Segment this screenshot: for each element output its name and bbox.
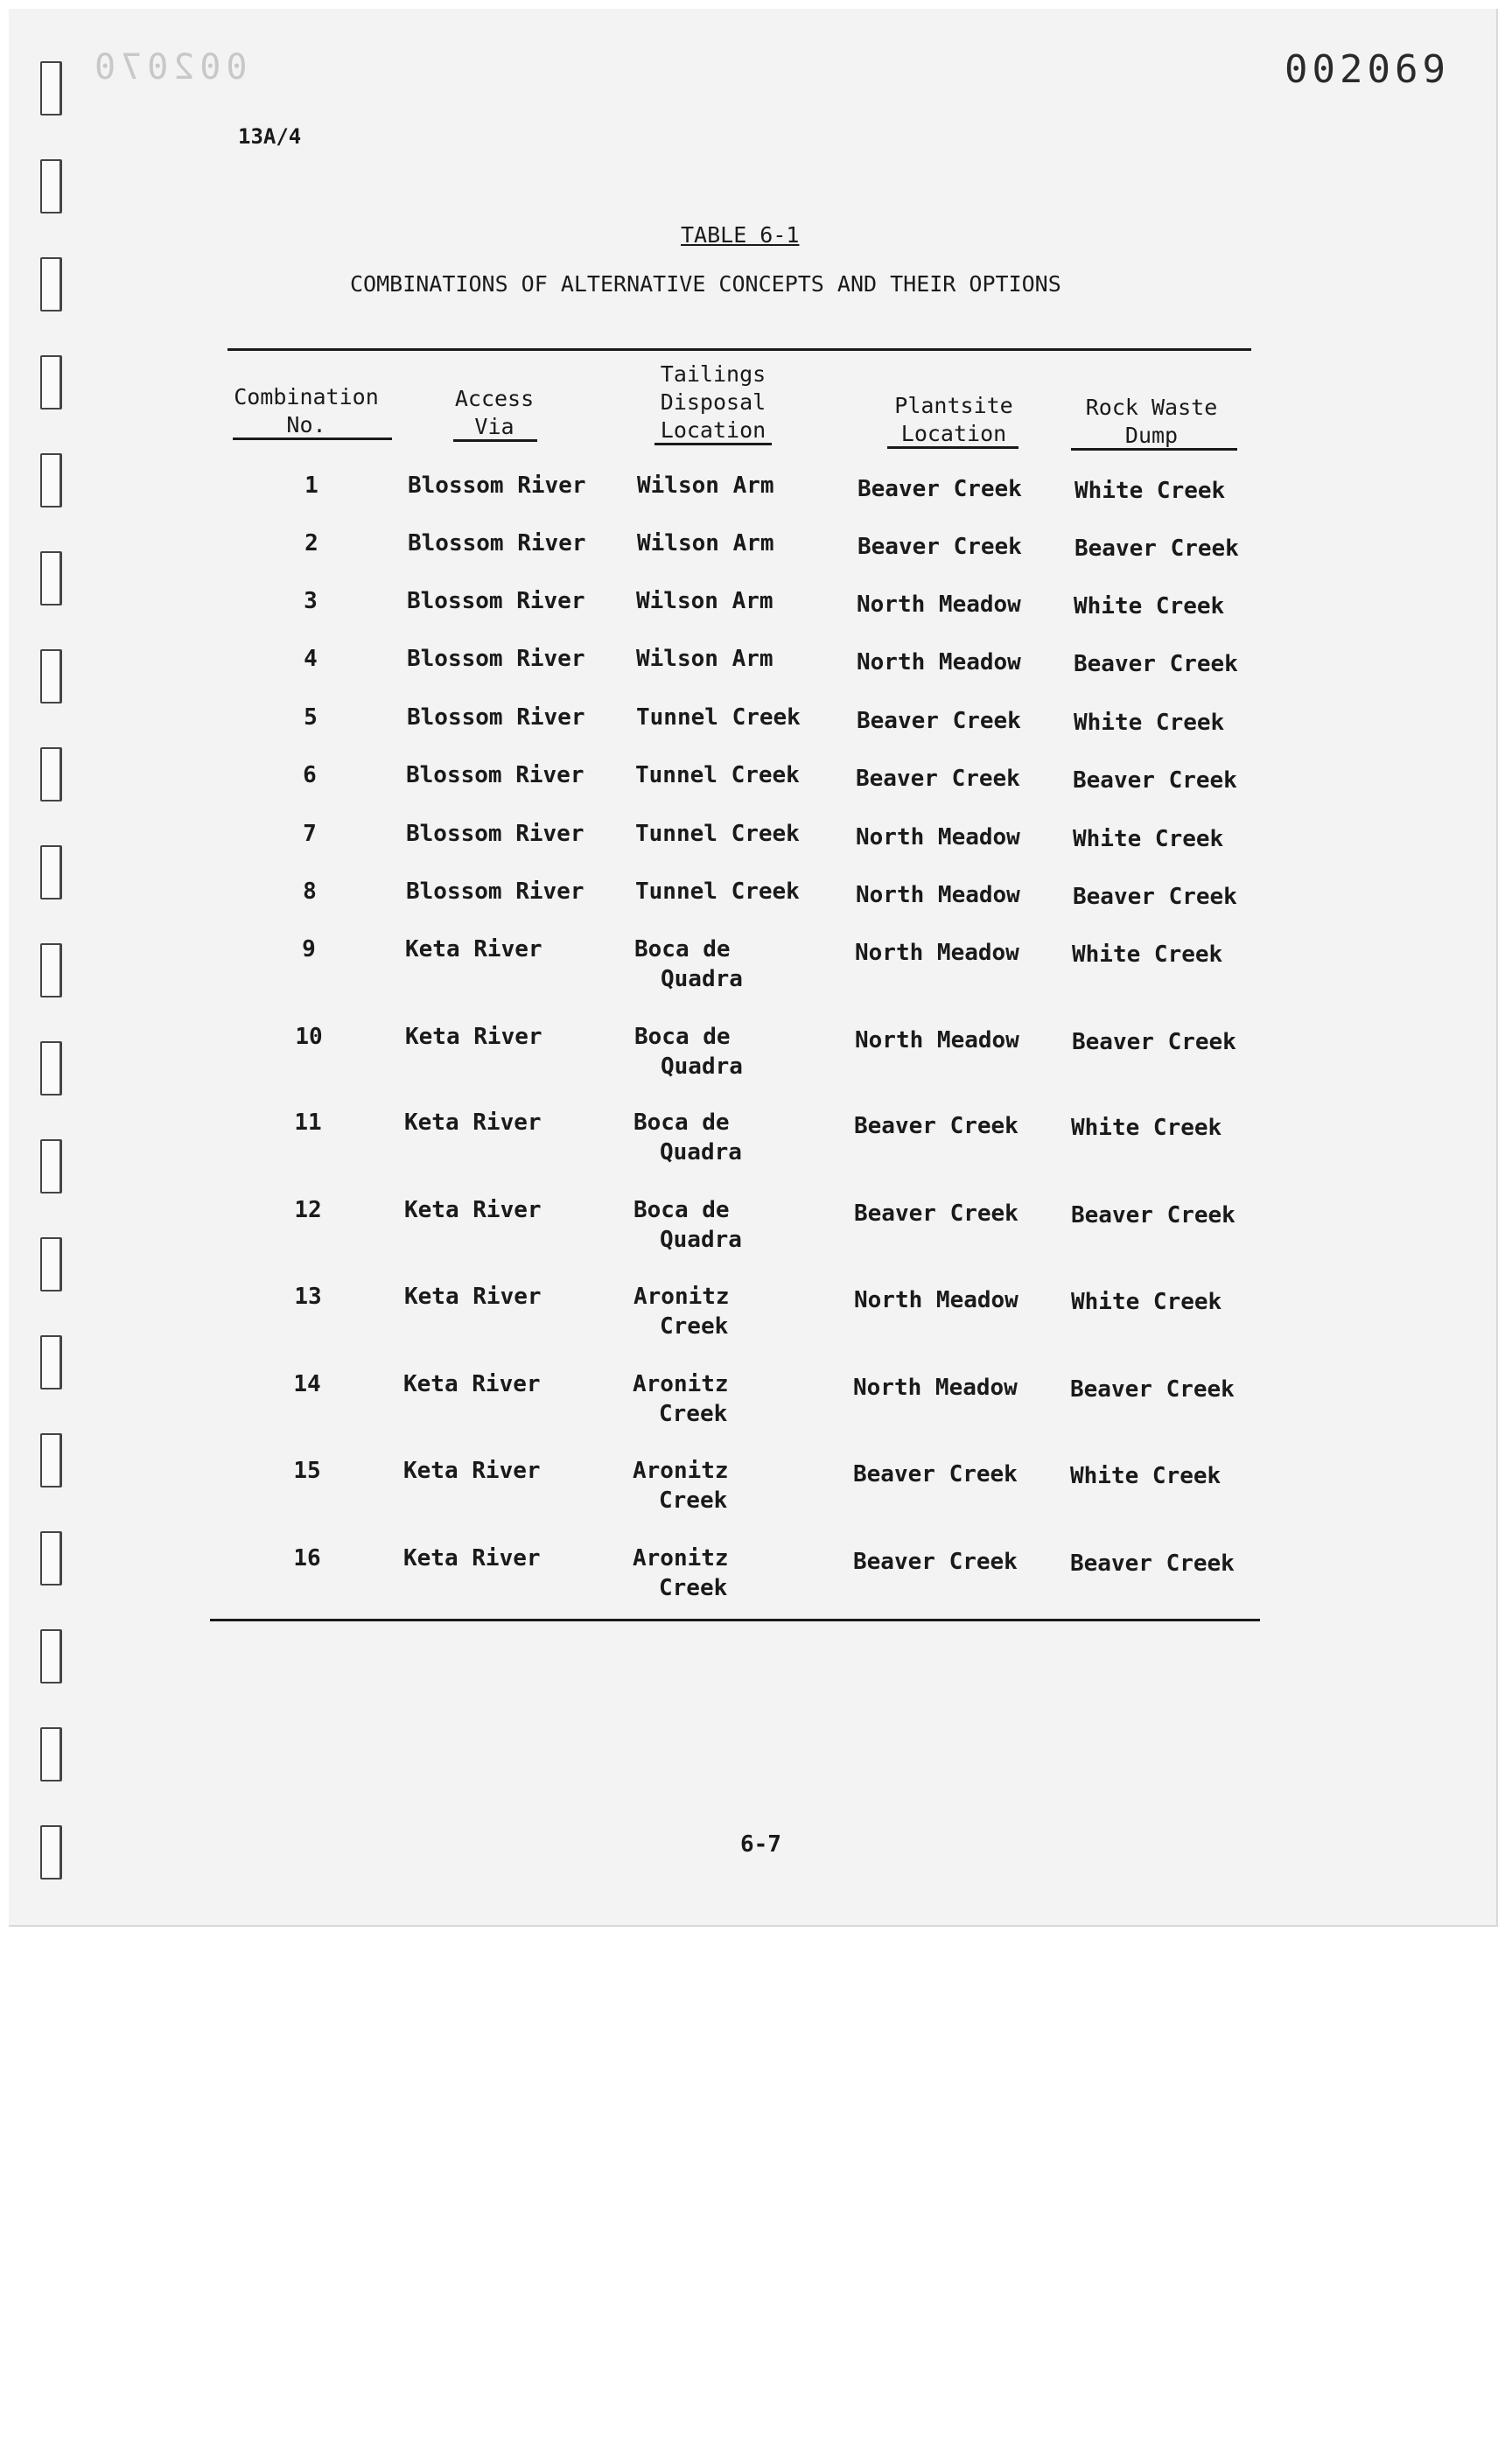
header-access-line1: Access (454, 386, 535, 411)
header-access (429, 385, 560, 441)
cell-no: 4 (304, 646, 318, 672)
cell-tailings (636, 644, 774, 674)
cell-plantsite: Beaver Creek (857, 708, 1021, 734)
header-tailings-line2: Disposal (660, 389, 766, 415)
cell-no: 11 (294, 1110, 322, 1136)
cell-rockwaste: Beaver Creek (1070, 1550, 1235, 1577)
cell-access: Blossom River (407, 704, 585, 731)
cell-rockwaste: White Creek (1072, 942, 1223, 968)
cell-tailings (633, 1456, 729, 1516)
binder-hole (40, 747, 62, 802)
cell-no: 12 (294, 1197, 322, 1223)
binder-hole (40, 1041, 62, 1096)
cell-tailings (634, 934, 743, 994)
tailings-line: Wilson Arm (637, 530, 774, 556)
binder-hole (40, 1531, 62, 1586)
header-plantsite-line2: Location (900, 421, 1007, 446)
cell-no: 5 (304, 704, 318, 731)
header-plantsite-line1: Plantsite (894, 393, 1013, 418)
tailings-line: Aronitz (633, 1545, 729, 1572)
tailings-line: Boca de (634, 1110, 730, 1136)
tailings-line: Tunnel Creek (635, 821, 800, 847)
table-caption: COMBINATIONS OF ALTERNATIVE CONCEPTS AND THEIR OPTIONS (350, 271, 1061, 297)
header-combination (219, 383, 394, 439)
cell-access: Blossom River (408, 472, 586, 499)
cell-plantsite: Beaver Creek (858, 534, 1022, 560)
binder-hole (40, 159, 62, 214)
cell-access: Keta River (403, 1545, 541, 1572)
cell-rockwaste: White Creek (1074, 478, 1226, 504)
cell-tailings (634, 1022, 743, 1082)
cell-rockwaste: Beaver Creek (1074, 651, 1238, 677)
cell-plantsite: North Meadow (856, 824, 1020, 850)
tailings-line: Creek (659, 1488, 728, 1514)
cell-tailings (637, 528, 774, 558)
tailings-line: Aronitz (633, 1371, 729, 1397)
header-plantsite (875, 392, 1032, 448)
binder-hole (40, 61, 62, 116)
cell-no: 3 (304, 588, 318, 614)
header-rockwaste-line2: Dump (1124, 423, 1179, 448)
tailings-line: Tunnel Creek (635, 762, 800, 788)
header-tailings-underline (654, 443, 772, 445)
header-access-line2: Via (474, 414, 514, 439)
binder-hole (40, 1629, 62, 1684)
cell-rockwaste: Beaver Creek (1073, 884, 1237, 910)
tailings-line: Wilson Arm (636, 646, 774, 672)
cell-plantsite: Beaver Creek (853, 1461, 1018, 1488)
header-access-underline (453, 439, 537, 442)
cell-rockwaste: Beaver Creek (1071, 1202, 1236, 1228)
cell-rockwaste: Beaver Creek (1074, 536, 1239, 562)
tailings-line: Aronitz (633, 1458, 729, 1484)
tailings-line: Quadra (660, 1139, 742, 1166)
header-tailings-line3: Location (660, 417, 766, 443)
page-number: 6-7 (740, 1831, 781, 1858)
cell-plantsite: Beaver Creek (854, 1200, 1018, 1227)
cell-no: 9 (302, 936, 316, 962)
tailings-line: Creek (659, 1575, 728, 1601)
tailings-line: Boca de (634, 1024, 731, 1050)
binder-hole (40, 1825, 62, 1880)
cell-tailings (636, 703, 801, 732)
binder-holes (40, 61, 66, 1881)
cell-access: Blossom River (406, 762, 584, 788)
binder-hole (40, 551, 62, 606)
scanned-page (9, 9, 1498, 1927)
cell-no: 1 (304, 472, 318, 499)
cell-rockwaste: White Creek (1071, 1115, 1222, 1141)
cell-rockwaste: White Creek (1074, 710, 1225, 736)
cell-access: Keta River (403, 1458, 541, 1484)
cell-tailings (635, 760, 800, 790)
cell-rockwaste: White Creek (1074, 593, 1225, 620)
cell-access: Keta River (403, 1371, 541, 1397)
cell-tailings (633, 1544, 729, 1603)
cell-no: 6 (303, 762, 317, 788)
header-tailings-line1: Tailings (660, 361, 766, 387)
cell-access: Blossom River (406, 821, 584, 847)
binder-hole (40, 1335, 62, 1390)
document-reference: 13A/4 (238, 124, 302, 149)
cell-access: Blossom River (406, 878, 584, 905)
header-tailings (639, 360, 788, 444)
cell-plantsite: Beaver Creek (856, 766, 1020, 792)
tailings-line: Quadra (661, 1054, 743, 1080)
cell-access: Keta River (404, 1197, 542, 1223)
binder-hole (40, 845, 62, 900)
cell-rockwaste: White Creek (1070, 1463, 1222, 1489)
cell-tailings (635, 819, 800, 849)
binder-hole (40, 453, 62, 508)
cell-plantsite: Beaver Creek (854, 1113, 1018, 1139)
cell-access: Blossom River (408, 530, 586, 556)
tailings-line: Quadra (660, 1227, 742, 1253)
cell-plantsite: North Meadow (856, 882, 1020, 908)
cell-plantsite: North Meadow (854, 1287, 1018, 1313)
cell-rockwaste: Beaver Creek (1072, 1029, 1236, 1055)
binder-hole (40, 355, 62, 410)
binder-hole (40, 257, 62, 312)
cell-access: Blossom River (407, 646, 585, 672)
cell-tailings (634, 1108, 742, 1167)
cell-plantsite: North Meadow (855, 940, 1019, 966)
header-rockwaste (1064, 394, 1239, 450)
header-plantsite-underline (887, 446, 1018, 449)
cell-rockwaste: Beaver Creek (1070, 1376, 1235, 1403)
cell-no: 14 (293, 1371, 321, 1397)
cell-plantsite: Beaver Creek (858, 476, 1022, 502)
cell-plantsite: North Meadow (855, 1027, 1019, 1054)
binder-hole (40, 1139, 62, 1194)
cell-no: 16 (293, 1545, 321, 1572)
cell-tailings (635, 877, 800, 906)
cell-tailings (633, 1369, 729, 1429)
cell-access: Keta River (405, 936, 542, 962)
top-rule (228, 348, 1251, 351)
cell-no: 15 (293, 1458, 321, 1484)
cell-no: 13 (294, 1284, 322, 1310)
binder-hole (40, 943, 62, 998)
cell-rockwaste: Beaver Creek (1073, 767, 1237, 794)
tailings-line: Creek (660, 1313, 729, 1340)
cell-tailings (636, 586, 774, 616)
bates-stamp: 002069 (1284, 47, 1450, 92)
tailings-line: Quadra (661, 966, 743, 992)
header-combination-underline (233, 438, 392, 440)
tailings-line: Boca de (634, 936, 731, 962)
tailings-line: Tunnel Creek (636, 704, 801, 731)
cell-tailings (634, 1195, 742, 1255)
cell-plantsite: North Meadow (857, 649, 1021, 676)
binder-hole (40, 649, 62, 704)
header-rockwaste-line1: Rock Waste (1085, 395, 1218, 420)
cell-access: Keta River (404, 1110, 542, 1136)
cell-no: 2 (304, 530, 318, 556)
header-combination-line1: Combination (234, 384, 379, 410)
cell-no: 10 (295, 1024, 323, 1050)
bottom-rule (210, 1619, 1260, 1621)
cell-tailings (637, 471, 774, 500)
header-rockwaste-underline (1071, 448, 1237, 451)
cell-no: 8 (303, 878, 317, 905)
cell-plantsite: North Meadow (853, 1375, 1018, 1401)
header-combination-line2: No. (286, 412, 326, 438)
tailings-line: Creek (659, 1401, 728, 1427)
cell-access: Keta River (405, 1024, 542, 1050)
tailings-line: Wilson Arm (637, 472, 774, 499)
tailings-line: Boca de (634, 1197, 730, 1223)
binder-hole (40, 1727, 62, 1782)
bleed-through-number: 002070 (89, 47, 248, 88)
cell-rockwaste: White Creek (1071, 1289, 1222, 1315)
cell-no: 7 (303, 821, 317, 847)
cell-access: Blossom River (407, 588, 585, 614)
table-title: TABLE 6-1 (681, 222, 800, 248)
cell-plantsite: North Meadow (857, 592, 1021, 618)
tailings-line: Wilson Arm (636, 588, 774, 614)
tailings-line: Tunnel Creek (635, 878, 800, 905)
tailings-line: Aronitz (634, 1284, 730, 1310)
cell-rockwaste: White Creek (1073, 826, 1224, 852)
binder-hole (40, 1433, 62, 1488)
cell-tailings (634, 1282, 730, 1341)
binder-hole (40, 1237, 62, 1292)
cell-plantsite: Beaver Creek (853, 1549, 1018, 1575)
cell-access: Keta River (404, 1284, 542, 1310)
